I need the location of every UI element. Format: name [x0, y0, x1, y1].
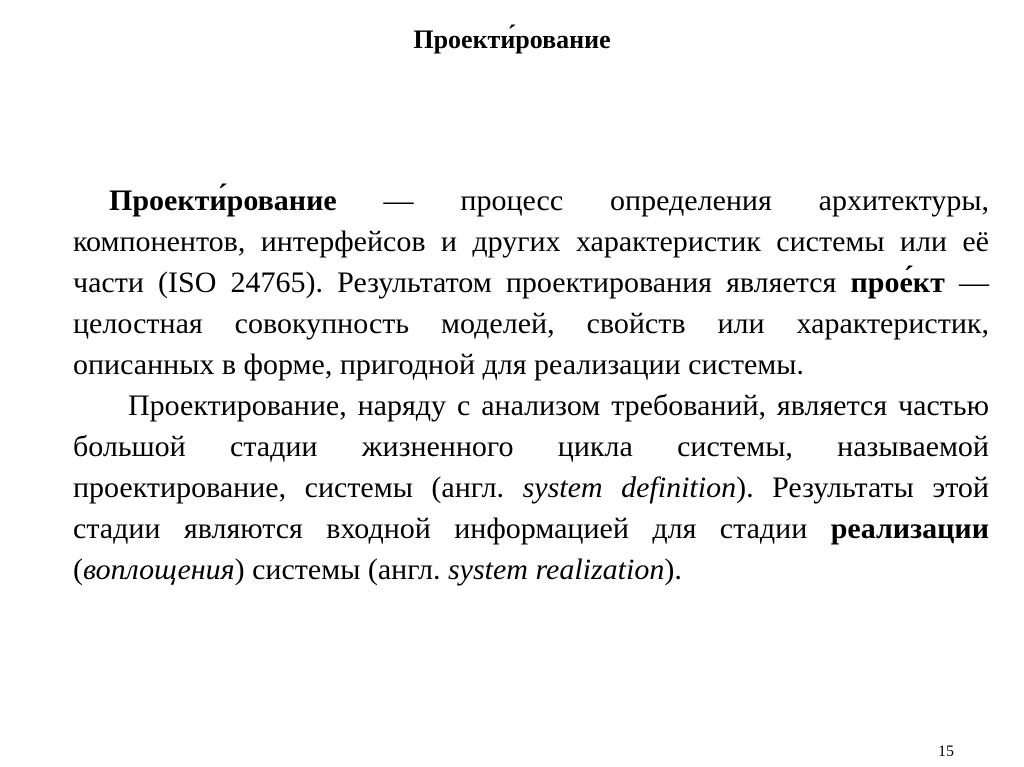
results-text: ). Результаты этой стадии являются входной информацией для стадии — [73, 471, 989, 545]
english-term-system-definition: system definition — [522, 471, 737, 504]
slide-title: Проекти́рование — [413, 25, 611, 54]
term-realization: реализации — [830, 512, 989, 545]
lifecycle-paragraph — [73, 385, 989, 590]
paren-open-text: ( — [73, 553, 83, 586]
slide-body — [73, 180, 989, 590]
system-english-text: ) системы (англ. — [234, 553, 448, 586]
closing-text: ). — [664, 553, 682, 586]
page-number: 15 — [938, 743, 954, 760]
term-design: Проекти́рование — [109, 184, 337, 217]
english-term-system-realization: system realization — [447, 553, 665, 586]
definition-text: — процесс определения архитектуры, компонентов, интерфейсов и других характеристик системы или её части (ISO 24765). Результатом проектирования является — [73, 184, 989, 299]
project-definition-text: — целостная совокупность моделей, свойств или характеристик, описанных в форме, пригодной для реализации системы. — [73, 266, 989, 381]
term-embodiment: воплощения — [83, 553, 235, 586]
definition-paragraph — [73, 180, 989, 385]
lifecycle-text: Проектирование, наряду с анализом требований, является частью большой стадии жизненного цикла системы, называемой проектирование, системы (англ. — [73, 389, 989, 504]
term-project: прое́кт — [850, 266, 945, 299]
